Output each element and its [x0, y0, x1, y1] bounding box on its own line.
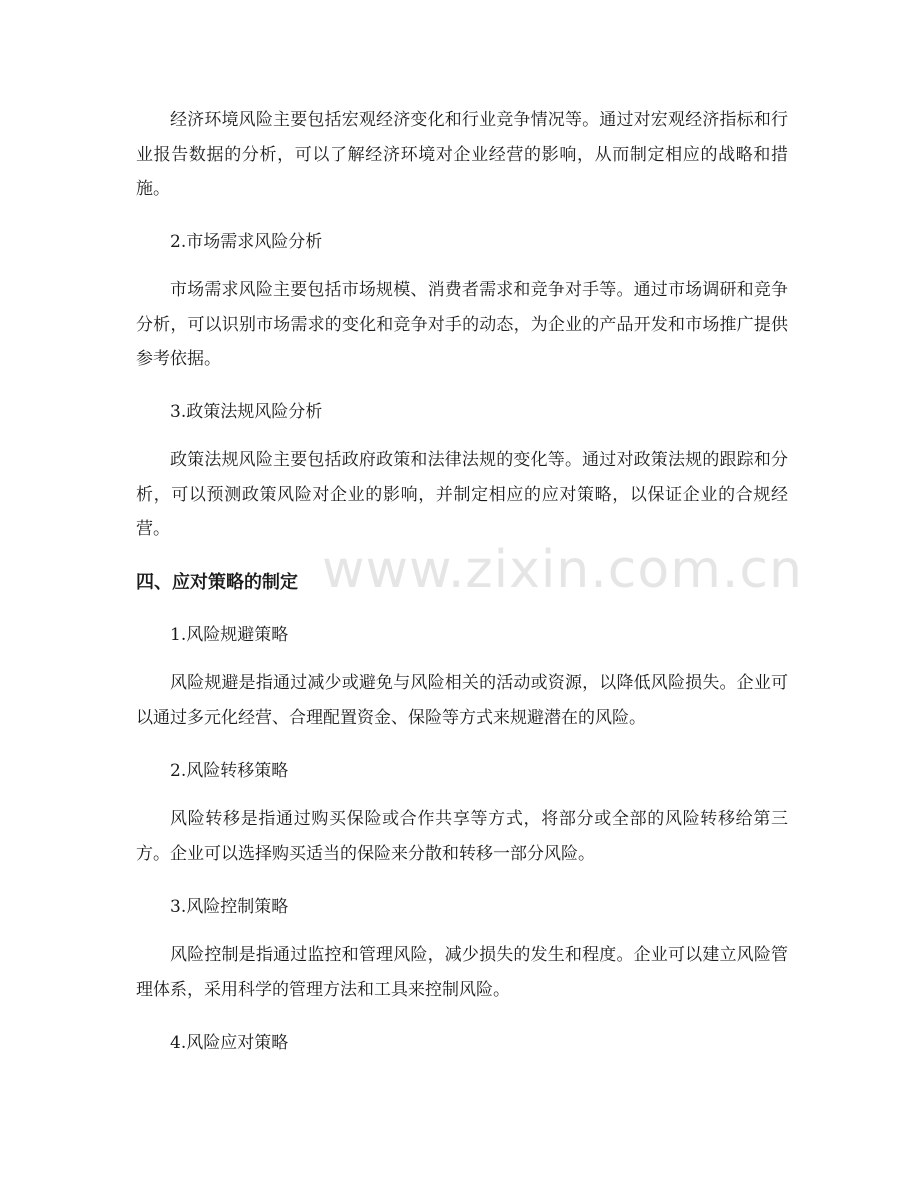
paragraph-policy-regulation: 政策法规风险主要包括政府政策和法律法规的变化等。通过对政策法规的跟踪和分析，可以预测政策风险对企业的影响，并制定相应的应对策略，以保证企业的合规经营。	[136, 450, 788, 539]
paragraph-risk-control: 风险控制是指通过监控和管理风险，减少损失的发生和程度。企业可以建立风险管理体系，采用科学的管理方法和工具来控制风险。	[136, 945, 788, 1000]
subheading-risk-transfer: 2.风险转移策略	[170, 761, 289, 781]
paragraph-risk-avoidance: 风险规避是指通过减少或避免与风险相关的活动或资源，以降低风险损失。企业可以通过多元化经营、合理配置资金、保险等方式来规避潜在的风险。	[136, 673, 788, 728]
section-title-strategies: 四、应对策略的制定	[136, 572, 298, 593]
subheading-policy-regulation: 3.政策法规风险分析	[170, 402, 323, 422]
subheading-risk-control: 3.风险控制策略	[170, 897, 289, 917]
subheading-market-demand: 2.市场需求风险分析	[170, 232, 323, 252]
paragraph-market-demand: 市场需求风险主要包括市场规模、消费者需求和竞争对手等。通过市场调研和竞争分析，可以识别市场需求的变化和竞争对手的动态，为企业的产品开发和市场推广提供参考依据。	[136, 280, 788, 369]
paragraph-economic-risk: 经济环境风险主要包括宏观经济变化和行业竞争情况等。通过对宏观经济指标和行业报告数据的分析，可以了解经济环境对企业经营的影响，从而制定相应的战略和措施。	[136, 110, 788, 199]
subheading-risk-response: 4.风险应对策略	[170, 1033, 289, 1053]
paragraph-risk-transfer: 风险转移是指通过购买保险或合作共享等方式，将部分或全部的风险转移给第三方。企业可以选择购买适当的保险来分散和转移一部分风险。	[136, 809, 788, 864]
watermark: www.zixin.com.cn	[322, 540, 803, 600]
subheading-risk-avoidance: 1.风险规避策略	[170, 625, 289, 645]
